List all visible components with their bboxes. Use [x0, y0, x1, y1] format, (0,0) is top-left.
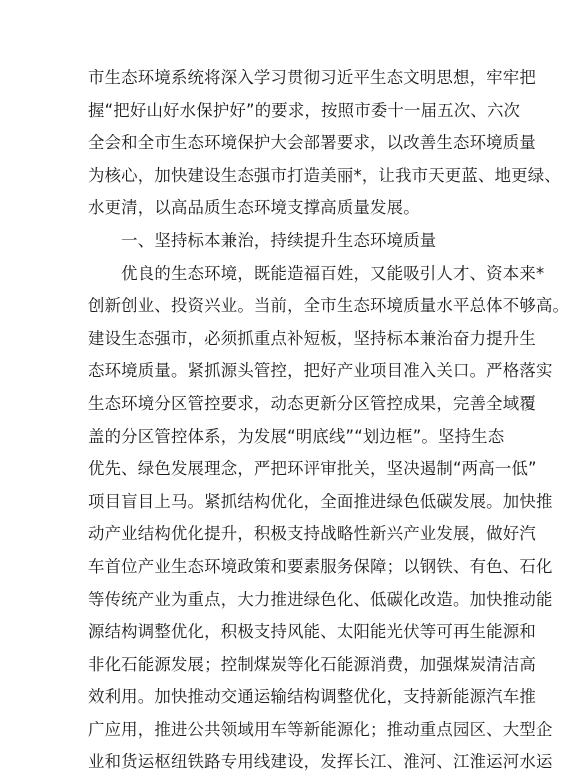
body-line-9: 动产业结构优化提升，积极支持战略性新兴产业发展，做好汽: [88, 524, 536, 544]
intro-line-3: 全会和全市生态环境保护大会部署要求，以改善生态环境质量: [88, 133, 536, 153]
intro-line-2: 握“把好山好水保护好”的要求，按照市委十一届五次、六次: [88, 100, 521, 120]
section-heading-1: 一、坚持标本兼治，持续提升生态环境质量: [88, 230, 437, 250]
intro-line-5: 水更清，以高品质生态环境支撑高质量发展。: [88, 198, 420, 218]
intro-line-1: 市生态环境系统将深入学习贯彻习近平生态文明思想，牢牢把: [88, 68, 536, 87]
body-line-13: 非化石能源发展；控制煤炭等化石能源消费，加强煤炭清洁高: [88, 654, 536, 674]
body-line-16: 业和货运枢纽铁路专用线建设，发挥长江、淮河、江淮运河水运: [88, 752, 553, 772]
body-line-11: 等传统产业为重点，大力推进绿色化、低碳化改造。加快推动能: [88, 589, 553, 609]
body-line-12: 源结构调整优化，积极支持风能、太阳能光伏等可再生能源和: [88, 622, 536, 642]
body-line-3: 建设生态强市，必须抓重点补短板，坚持标本兼治奋力提升生: [88, 328, 536, 348]
body-line-7: 优先、绿色发展理念，严把环评审批关，坚决遏制“两高一低”: [88, 459, 537, 479]
body-line-2: 创新创业、投资兴业。当前，全市生态环境质量水平总体不够高。: [88, 296, 570, 316]
body-line-4: 态环境质量。紧抓源头管控，把好产业项目准入关口。严格落实: [88, 361, 553, 381]
body-line-6: 盖的分区管控体系，为发展“明底线”“划边框”。坚持生态: [88, 426, 505, 446]
body-line-5: 生态环境分区管控要求，动态更新分区管控成果，完善全域覆: [88, 393, 536, 413]
document-body: [88, 62, 570, 779]
body-line-1: 优良的生态环境，既能造福百姓，又能吸引人才、资本来*: [88, 263, 545, 283]
body-line-14: 效利用。加快推动交通运输结构调整优化，支持新能源汽车推: [88, 687, 536, 707]
body-line-10: 车首位产业生态环境政策和要素服务保障；以钢铁、有色、石化: [88, 556, 553, 576]
body-line-8: 项目盲目上马。紧抓结构优化，全面推进绿色低碳发展。加快推: [88, 491, 553, 511]
intro-line-4: 为核心，加快建设生态强市打造美丽*，让我市天更蓝、地更绿、: [88, 165, 561, 185]
body-line-15: 广应用，推进公共领域用车等新能源化；推动重点园区、大型企: [88, 719, 553, 739]
